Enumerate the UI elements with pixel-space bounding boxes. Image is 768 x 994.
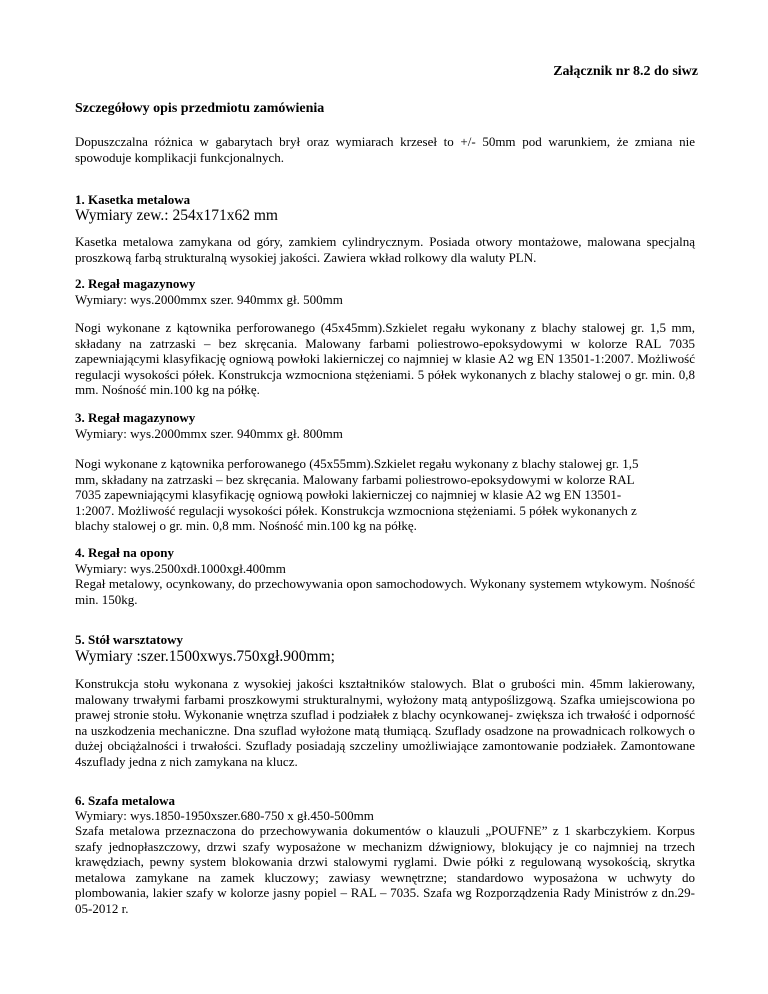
item-3-description-line: Nogi wykonane z kątownika perforowanego (45x55mm).Szkielet regału wykonany z blachy stalowej gr. 1,5: [75, 456, 639, 471]
item-2-heading: 2. Regał magazynowy: [75, 276, 196, 291]
item-5-heading: 5. Stół warsztatowy: [75, 632, 183, 647]
item-5-description: Konstrukcja stołu wykonana z wysokiej jakości kształtników stalowych. Blat o grubości min. 45mm lakierowany, malowany trwałymi farbami proszkowymi strukturalnymi, wyłożony matą antypoślizgową. Szafka umiejscowiona po prawej stronie stołu. Wykonanie wnętrza szuflad i podziałek z blachy ocynkowanej- zwiększa ich trwałość i odporność na uszkodzenia mechaniczne. Dna szuflad wyłożone matą tłumiącą. Szuflady osadzone na prowadnicach rolkowych o dużej obciążalności i trwałości. Szuflady posiadają szczeliny umożliwiające zamontowanie podziałek. Zamontowane 4szuflady jedna z nich zamykana na klucz.: [75, 676, 695, 769]
item-3-description: [75, 456, 695, 534]
annex-label: Załącznik nr 8.2 do siwz: [553, 64, 698, 79]
item-5-dimensions: Wymiary :szer.1500xwys.750xgł.900mm;: [75, 648, 335, 665]
item-4-heading: 4. Regał na opony: [75, 545, 174, 560]
item-4-description: Regał metalowy, ocynkowany, do przechowywania opon samochodowych. Wykonany systemem wtykowym. Nośność min. 150kg.: [75, 576, 695, 607]
item-3-description-line: 1:2007. Możliwość regulacji wysokości półek. Konstrukcja wzmocniona stężeniami. 5 półek wykonanych z: [75, 502, 637, 518]
item-3-description-line: blachy stalowej o gr. min. 0,8 mm. Nośność min.100 kg na półkę.: [75, 518, 417, 534]
item-1-heading: 1. Kasetka metalowa: [75, 192, 191, 207]
item-3-description-line: mm, składany na zatrzaski – bez skręcania. Malowany farbami poliestrowo-epoksydowymi w kolorze RAL: [75, 471, 635, 487]
item-1-description: Kasetka metalowa zamykana od góry, zamkiem cylindrycznym. Posiada otwory montażowe, malowana specjalną proszkową farbą strukturalną wysokiej jakości. Zawiera wkład rolkowy dla waluty PLN.: [75, 234, 695, 265]
item-6-dimensions: Wymiary: wys.1850-1950xszer.680-750 x gł.450-500mm: [75, 808, 374, 823]
item-6-description: Szafa metalowa przeznaczona do przechowywania dokumentów o klauzuli „POUFNE” z 1 skarbczykiem. Korpus szafy jednopłaszczowy, drzwi szafy wyposażone w mechanizm dźwigniowy, blokujący je co najmniej na trzech krawędziach, pewny system blokowania drzwi stalowymi ryglami. Dwie półki z regulowaną wysokością, skrytka metalowa zamykane na zamek kluczowy; zawiasy wewnętrzne; standardowo wyposażona w uchwyty do plombowania, lakier szafy w kolorze jasny popiel – RAL – 7035. Szafa wg Rozporządzenia Rady Ministrów z dn.29- 05-2012 r.: [75, 823, 695, 916]
intro-paragraph: Dopuszczalna różnica w gabarytach brył oraz wymiarach krzeseł to +/- 50mm pod warunkiem, że zmiana nie spowoduje komplikacji funkcjonalnych.: [75, 134, 695, 165]
item-4-dimensions: Wymiary: wys.2500xdł.1000xgł.400mm: [75, 561, 286, 576]
document-title: Szczegółowy opis przedmiotu zamówienia: [75, 101, 325, 116]
item-3-dimensions: Wymiary: wys.2000mmx szer. 940mmx gł. 800mm: [75, 426, 343, 441]
item-1-dimensions: Wymiary zew.: 254x171x62 mm: [75, 207, 278, 224]
item-2-dimensions: Wymiary: wys.2000mmx szer. 940mmx gł. 500mm: [75, 292, 343, 307]
item-6-heading: 6. Szafa metalowa: [75, 793, 176, 808]
item-3-description-line: 7035 zapewniającymi klasyfikację ogniową powłoki lakierniczej co najmniej w klasie A2 wg EN 13501-: [75, 487, 622, 503]
item-2-description: Nogi wykonane z kątownika perforowanego (45x45mm).Szkielet regału wykonany z blachy stalowej gr. 1,5 mm, składany na zatrzaski – bez skręcania. Malowany farbami poliestrowo-epoksydowymi w kolorze RAL 7035 zapewniającymi klasyfikację ogniową powłoki lakierniczej co najmniej w klasie A2 wg EN 13501-1:2007. Możliwość regulacji wysokości półek. Konstrukcja wzmocniona stężeniami. 5 półek wykonanych z blachy stalowej o gr. min. 0,8 mm. Nośność min.100 kg na półkę.: [75, 320, 695, 398]
item-3-heading: 3. Regał magazynowy: [75, 410, 196, 425]
